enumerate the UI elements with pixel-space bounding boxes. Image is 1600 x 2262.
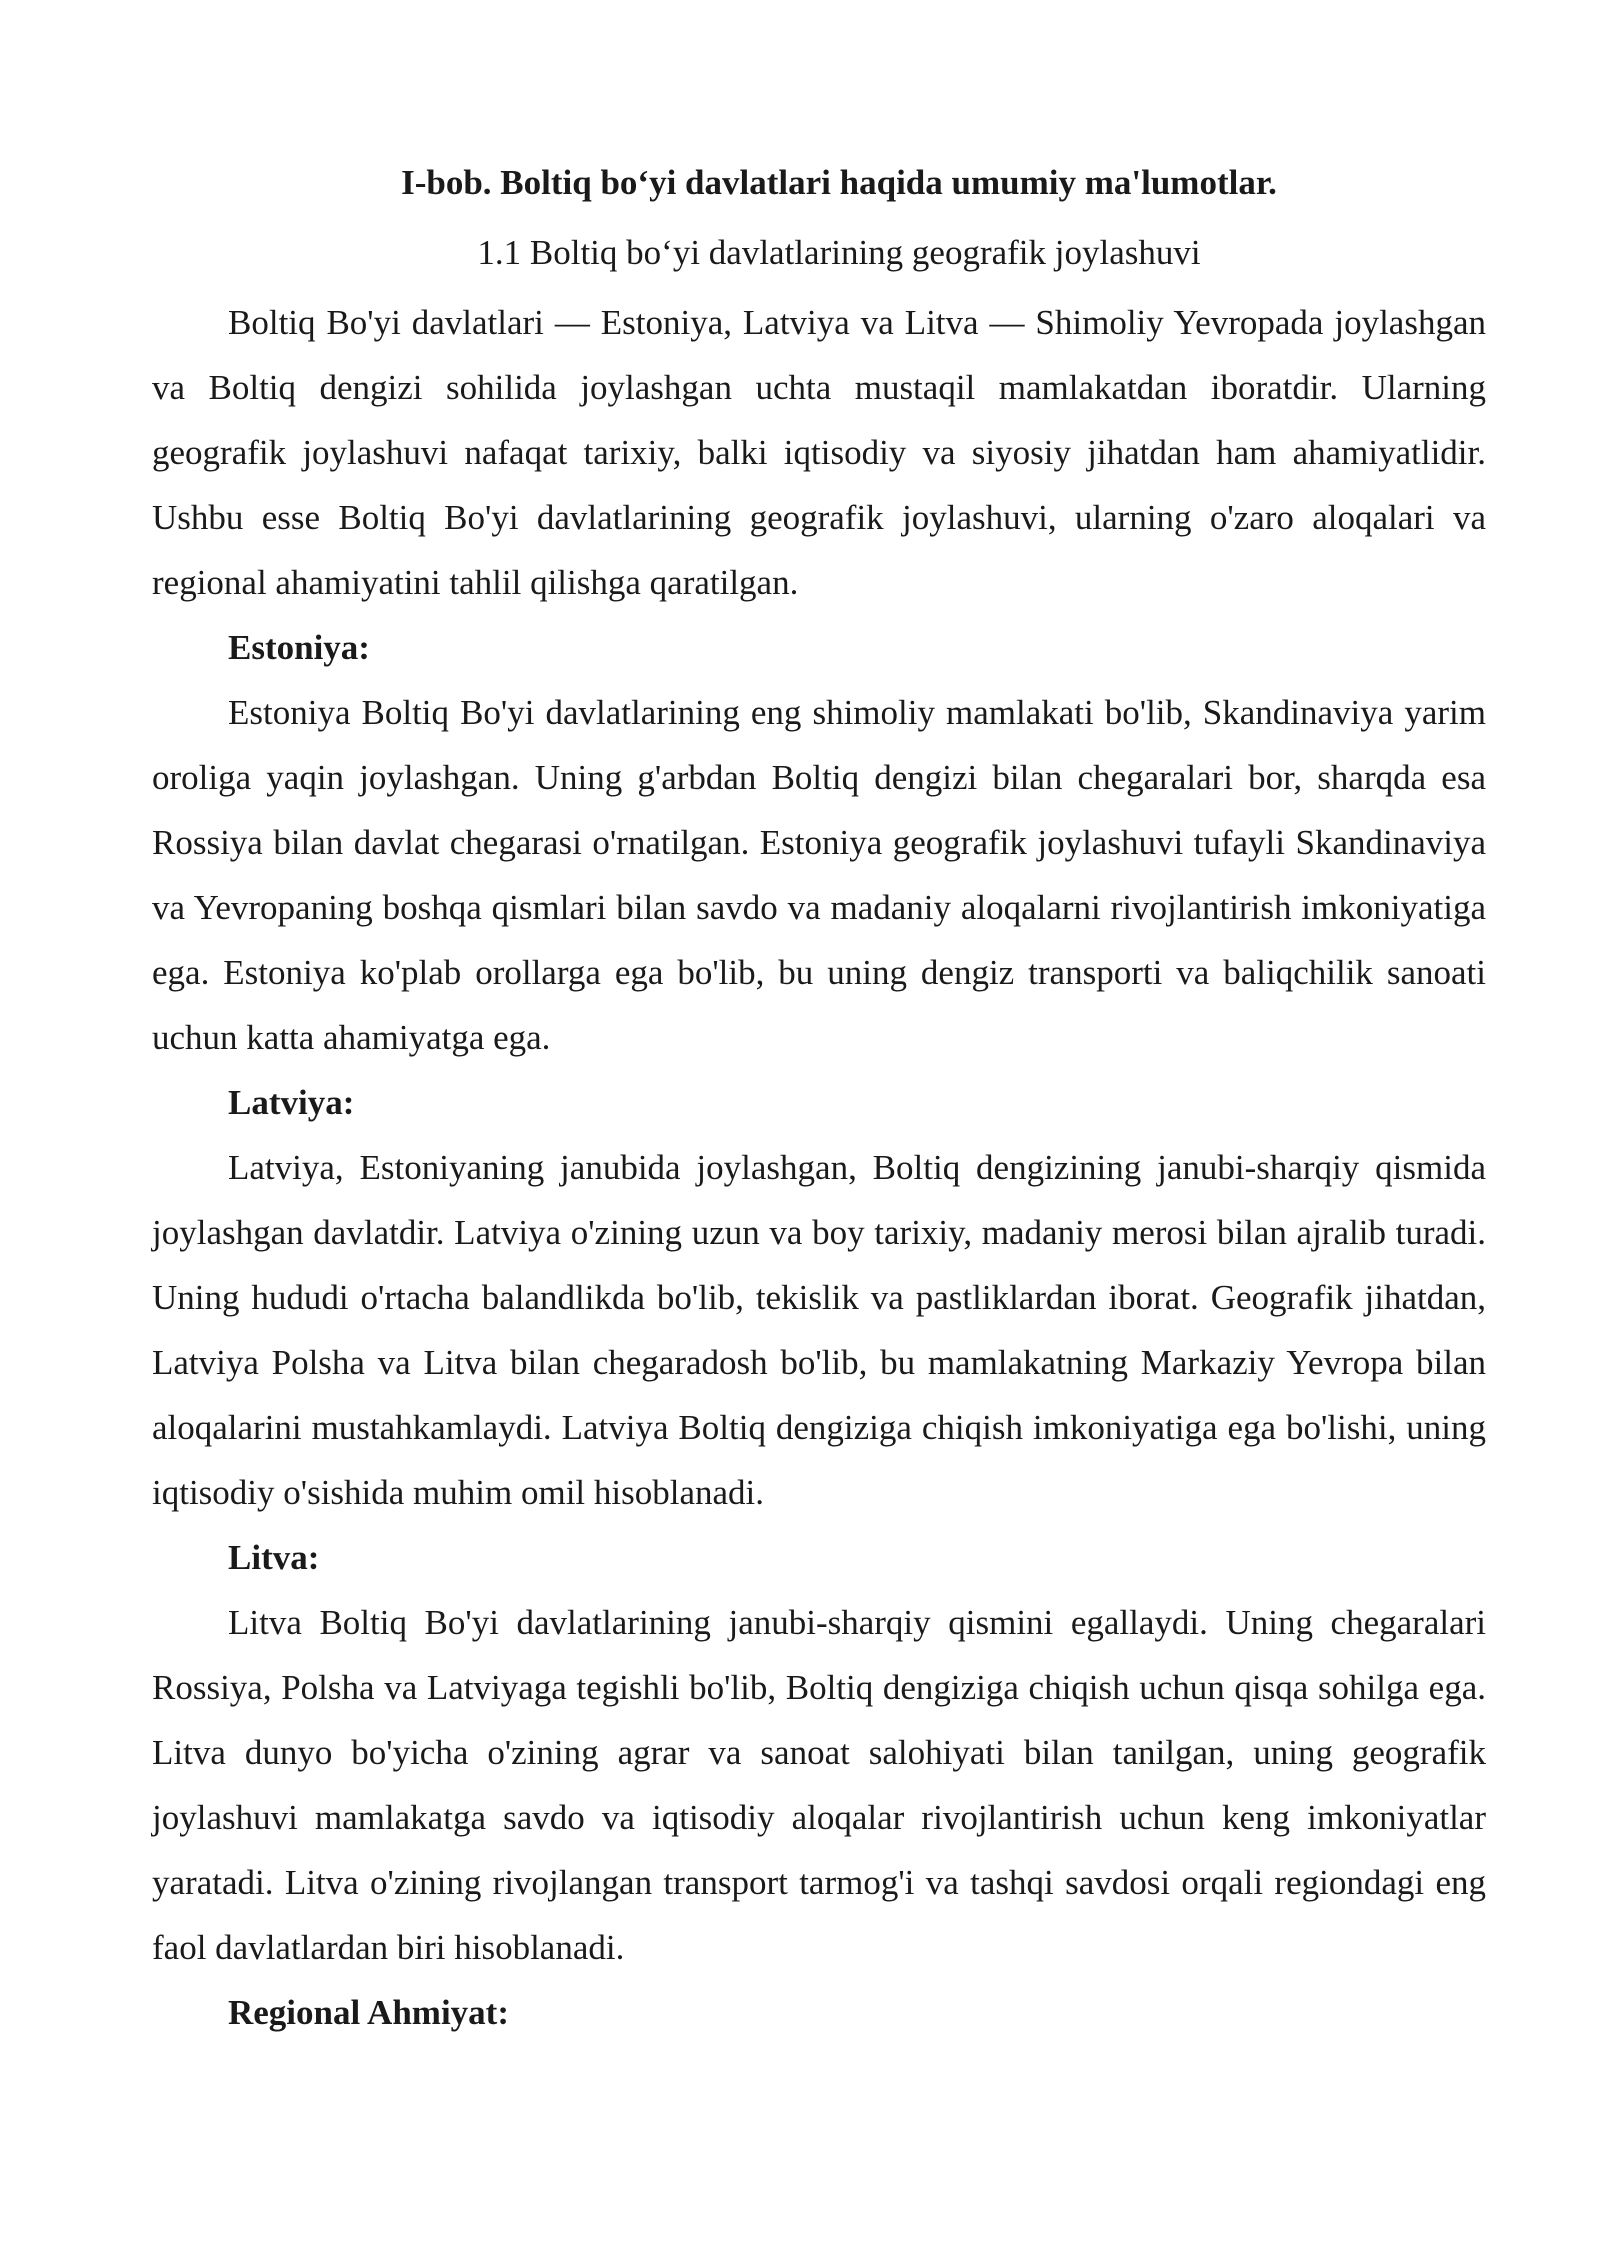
document-page (152, 150, 1486, 2045)
section-heading-litva: Litva: (228, 1538, 320, 1577)
intro-paragraph: Boltiq Bo'yi davlatlari — Estoniya, Latviya va Litva — Shimoliy Yevropada joylashgan va Boltiq dengizi sohilida joylashgan uchta mustaqil mamlakatdan iboratdir. Ularning geografik joylashuvi nafaqat tarixiy, balki iqtisodiy va siyosiy jihatdan ham ahamiyatlidir. Ushbu esse Boltiq Bo'yi davlatlarining geografik joylashuvi, ularning o'zaro aloqalari va regional ahamiyatini tahlil qilishga qaratilgan. (152, 303, 1486, 602)
section-paragraph-litva: Litva Boltiq Bo'yi davlatlarining janubi-sharqiy qismini egallaydi. Uning chegaralari Rossiya, Polsha va Latviyaga tegishli bo'lib, Boltiq dengiziga chiqish uchun qisqa sohilga ega. Litva dunyo bo'yicha o'zining agrar va sanoat salohiyati bilan tanilgan, uning geografik joylashuvi mamlakatga savdo va iqtisodiy aloqalar rivojlantirish uchun keng imkoniyatlar yaratadi. Litva o'zining rivojlangan transport tarmog'i va tashqi savdosi orqali regiondagi eng faol davlatlardan biri hisoblanadi. (152, 1603, 1486, 1967)
section-heading-estoniya: Estoniya: (228, 628, 370, 667)
section-heading-regional: Regional Ahmiyat: (228, 1993, 509, 2032)
section-heading-latviya: Latviya: (228, 1083, 355, 1122)
section-paragraph-estoniya: Estoniya Boltiq Bo'yi davlatlarining eng shimoliy mamlakati bo'lib, Skandinaviya yarim oroliga yaqin joylashgan. Uning g'arbdan Boltiq dengizi bilan chegaralari bor, sharqda esa Rossiya bilan davlat chegarasi o'rnatilgan. Estoniya geografik joylashuvi tufayli Skandinaviya va Yevropaning boshqa qismlari bilan savdo va madaniy aloqalarni rivojlantirish imkoniyatiga ega. Estoniya ko'plab orollarga ega bo'lib, bu uning dengiz transporti va baliqchilik sanoati uchun katta ahamiyatga ega. (152, 693, 1486, 1057)
section-paragraph-latviya: Latviya, Estoniyaning janubida joylashgan, Boltiq dengizining janubi-sharqiy qismida joylashgan davlatdir. Latviya o'zining uzun va boy tarixiy, madaniy merosi bilan ajralib turadi. Uning hududi o'rtacha balandlikda bo'lib, tekislik va pastliklardan iborat. Geografik jihatdan, Latviya Polsha va Litva bilan chegaradosh bo'lib, bu mamlakatning Markaziy Yevropa bilan aloqalarini mustahkamlaydi. Latviya Boltiq dengiziga chiqish imkoniyatiga ega bo'lishi, uning iqtisodiy o'sishida muhim omil hisoblanadi. (152, 1148, 1486, 1512)
section-title: 1.1 Boltiq bo‘yi davlatlarining geografik joylashuvi (477, 233, 1201, 272)
chapter-title: I-bob. Boltiq bo‘yi davlatlari haqida umumiy ma'lumotlar. (401, 163, 1277, 202)
